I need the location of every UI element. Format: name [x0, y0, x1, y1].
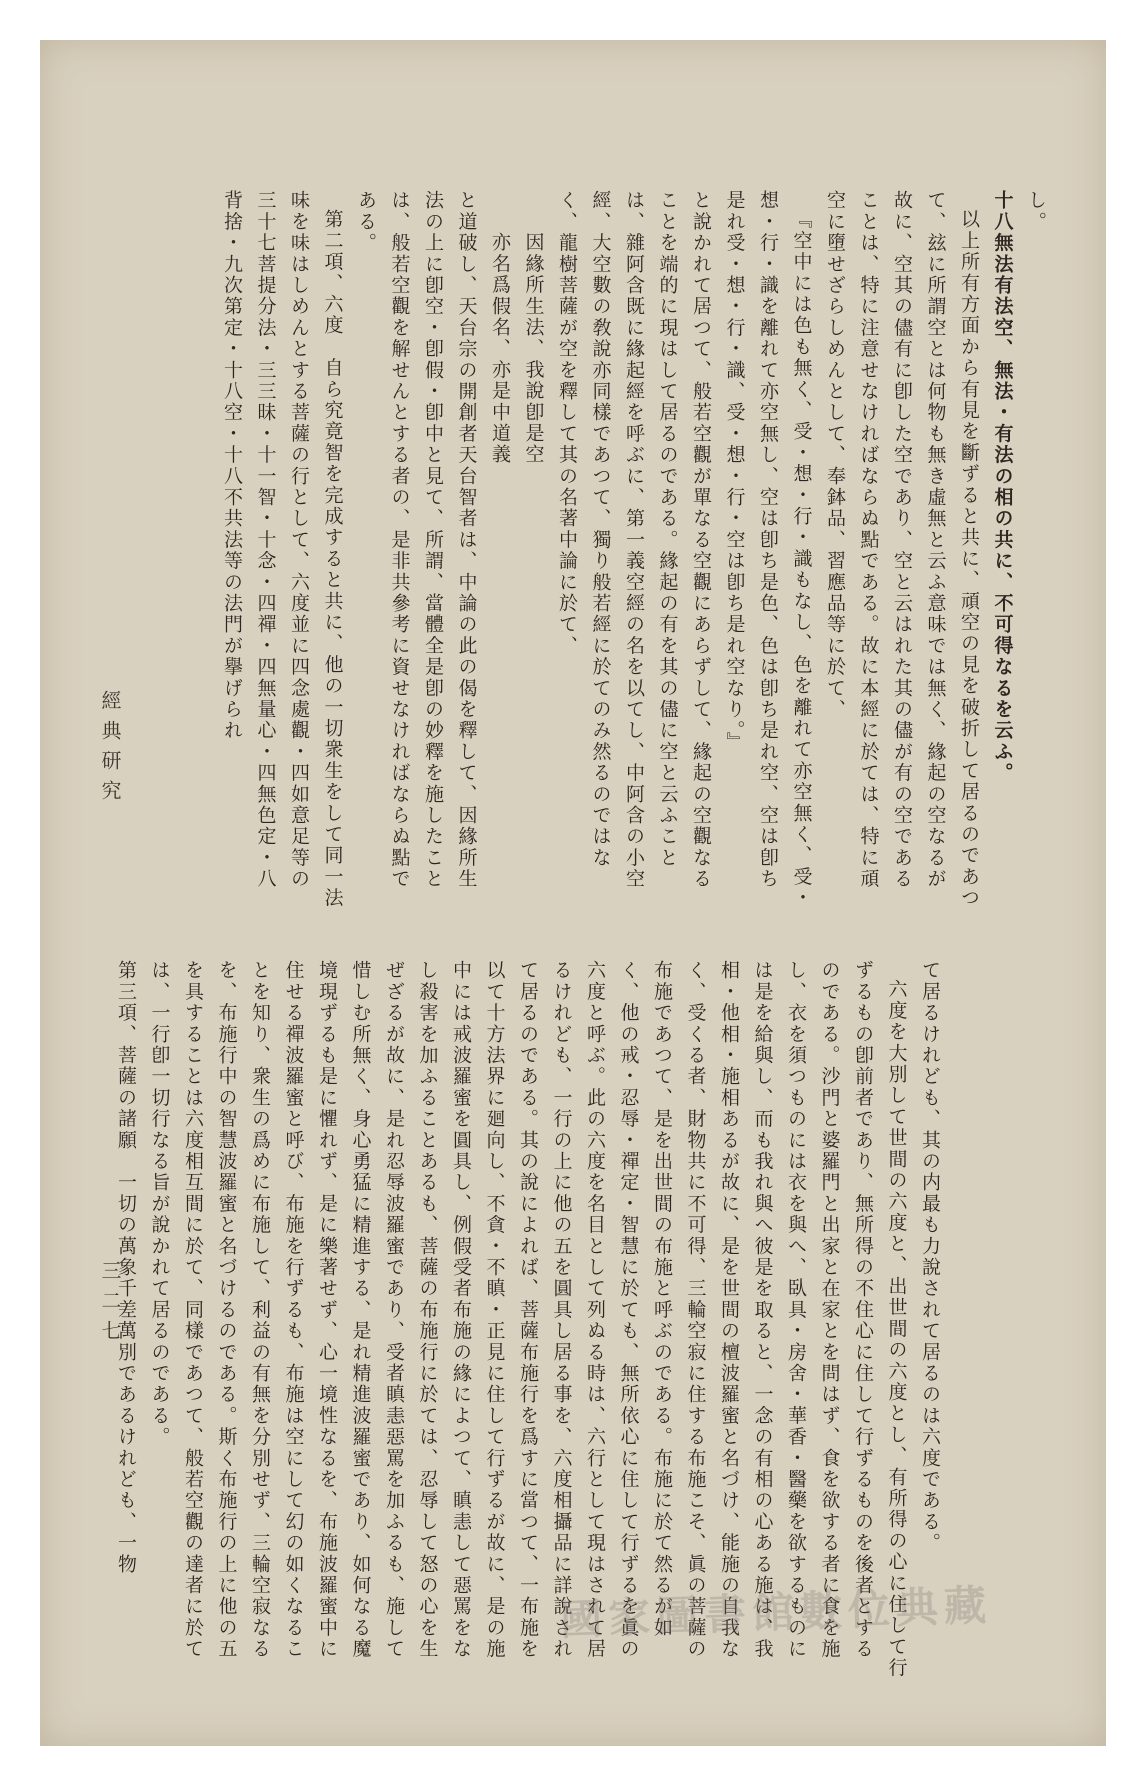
quotation: 『空中には色も無く、受・想・行・識もなし、色を離れて亦空無く、受・想・行・識を離れて亦空無し、空は卽ち是色、色は卽ち是れ空、空は卽ち是れ受・想・行・識、受・想・行・空は卽ち是れ空なり。』	[723, 190, 813, 909]
book-page	[40, 40, 1106, 1746]
paragraph: 以上所有方面から有見を斷ずると共に、頑空の見を破折して居るのであつて、玆に所謂空とは何物も無き虛無と云ふ意味では無く、緣起の空なるが故に、空其の儘有に卽した空であり、空と云はれた其の儘が有の空であることは、特に注意せなければならぬ點である。故に本經に於ては、特に頑空に墮せざらしめんとして、奉鉢品、習應品等に於て、	[824, 190, 980, 909]
paragraph: と說かれて居つて、般若空觀が單なる空觀にあらずして、緣起の空觀なることを端的に現はして居るのである。緣起の有を其の儘に空と云ふことは、雜阿含既に緣起經を呼ぶに、第一義空經の名を以てし、中阿含の小空經、大空數の敎說亦同樣であつて、獨り般若經に於てのみ然るのではなく、龍樹菩薩が空を釋して其の名著中論に於て、	[556, 190, 712, 890]
section-heading-paragraph: 第三項、菩薩の諸願 一切の萬象千差萬別であるけれども、一物	[115, 960, 137, 1575]
verse-line: 因緣所生法、我說卽是空	[522, 231, 545, 465]
paragraph: 六度を大別して世間の六度と、出世間の六度とし、有所得の心に住して行ずるもの卽前者であり、無所得の不住心に住して行ずるものを後者とするのである。沙門と婆羅門と出家と在家とを問はず、食を欲する者に食を施し、衣を須つものには衣を與へ、臥具・房舍・華香・醫藥を欲するものには是を給與し、而も我れ與へ彼是を取ると、一念の有相の心ある施は、我相・他相・施相あるが故に、是を世間の檀波羅蜜と名づけ、能施の自我なく、受くる者、財物共に不可得、三輪空寂に住する布施こそ、眞の菩薩の布施であつて、是を出世間の布施と呼ぶのである。布施に於て然るが如く、他の戒・忍辱・禪定・智慧に於ても、無所依心に住して行ずるを眞の六度と呼ぶ。此の六度を名目として列ぬる時は、六行として現はされて居るけれども、一行の上に他の五を圓具し居る事を、六度相攝品に詳說されて居るのである。其の說によれば、菩薩布施行を爲すに當つて、一布施を以て十方法界に廻向し、不貪・不瞋・正見に住して行ずるが故に、是の施中には戒波羅蜜を圓具し、例假受者布施の緣によつて、瞋恚して惡罵をなし殺害を加ふることあるも、菩薩の布施行に於ては、忍辱して怒の心を生ぜざるが故に、是れ忍辱波羅蜜であり、受者瞋恚惡罵を加ふるも、施して惜しむ所無く、身心勇猛に精進する、是れ精進波羅蜜であり、如何なる魔境現ずるも是に懼れず、是に樂著せず、心一境性なるを、布施波羅蜜中に住せる禪波羅蜜と呼び、布施を行ずるも、布施は空にして幻の如くなることを知り、衆生の爲めに布施して、利益の有無を分別せず、三輪空寂なるを、布施行中の智慧波羅蜜と名づけるのである。斯く布施行の上に他の五を具することは六度相互間に於て、同樣であつて、般若空觀の達者に於ては、一行卽一切行なる旨が說かれて居るのである。	[148, 960, 908, 1679]
section-heading-paragraph: 第二項、六度 自ら究竟智を完成すると共に、他の一切衆生をして同一法味を味はしめんとする菩薩の行として、六度並に四念處觀・四如意足等の三十七菩提分法・三三昧・十一智・十念・四禪・四無量心・四無色定・八背捨・九次第定・十八空・十八不共法等の法門が擧げられ	[221, 190, 344, 909]
page-number: 三二七	[98, 1260, 122, 1350]
paragraph: し。	[1025, 190, 1047, 233]
paragraph: 十八無法有法空、無法・有法の相の共に、不可得なるを云ふ。	[991, 190, 1014, 784]
verse-line: 亦名爲假名、亦是中道義	[489, 231, 511, 465]
library-watermark: 國家圖書館數位典藏	[559, 1580, 993, 1645]
running-head-journal: 經典研究	[98, 690, 122, 810]
lower-text-block	[109, 960, 947, 1680]
paragraph: て居るけれども、其の内最も力說されて居るのは六度である。	[919, 960, 941, 1554]
upper-text-block	[215, 190, 1053, 910]
paragraph: と道破し、天台宗の開創者天台智者は、中論の此の偈を釋して、因緣所生法の上に卽空・卽假・卽中と見て、所謂、當體全是卽の妙釋を施したことは、般若空觀を解せんとする者の、是非共參考に資せなければならぬ點である。	[355, 190, 478, 890]
